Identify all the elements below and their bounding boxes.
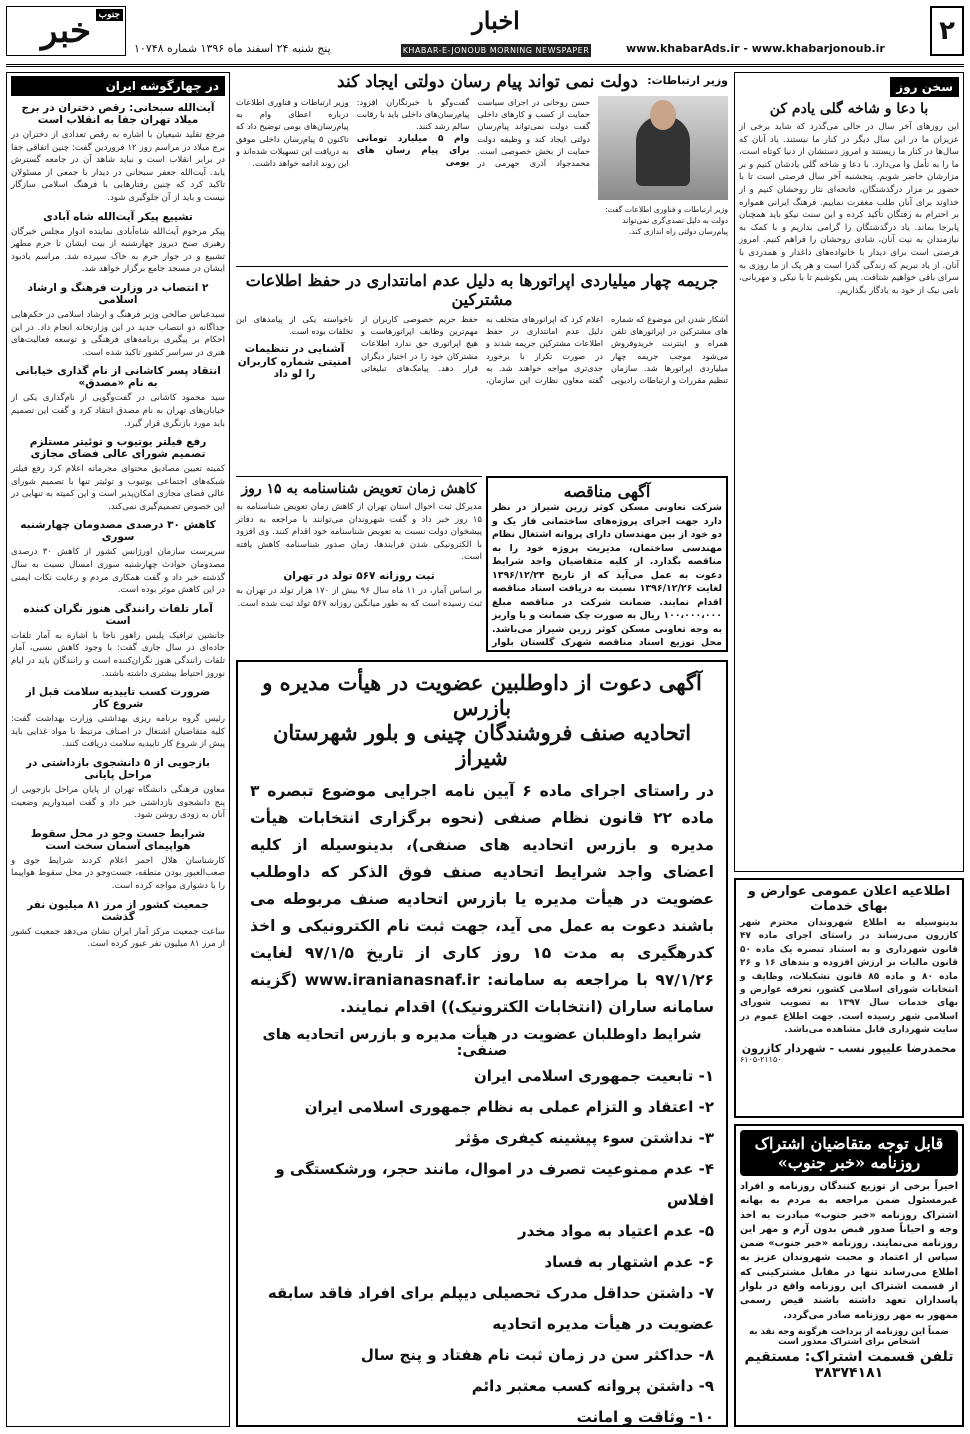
brief-headline[interactable]: آیت‌الله سبحانی: رقص دختران در برج میلاد تهران جفا به انقلاب است bbox=[21, 102, 215, 126]
brief-text: معاون فرهنگی دانشگاه تهران از پایان مراحل بازجویی از پنج دانشجوی بازداشتی خبر داد و گفت امیدواریم وضعیت آنان به زودی روشن شود. bbox=[11, 785, 225, 821]
page-number: ۲ bbox=[930, 6, 964, 56]
masthead-divider bbox=[6, 64, 964, 68]
notice-title: اطلاعیه اعلان عمومی عوارض و بهای خدمات bbox=[747, 884, 951, 914]
brief-headline[interactable]: آمار تلفات رانندگی هنوز نگران کننده است bbox=[23, 602, 213, 627]
person-figure bbox=[636, 116, 690, 186]
notice-text: بدینوسیله به اطلاع شهروندان محترم شهر کازرون می‌رساند در راستای اجرای ماده ۴۷ قانون شهرداری و به استناد تبصره یک ماده ۵۰ قانون مالیات بر ارزش افزوده و بندهای ۱۶ و ۲۶ ماده ۸۰ و ماده ۸۵ قانون تشکیلات، وظایف و انتخابات شورای اسلامی کشور، تعرفه عوارض و بهای خدمات سال ۱۳۹۷ به تصویب شورای اسلامی شهر رسیده است. جهت اطلاع عموم در سایت شهرداری قابل مشاهده می‌باشد. bbox=[740, 918, 958, 1036]
condition-item: ۱- تابعیت جمهوری اسلامی ایران bbox=[474, 1067, 714, 1085]
condition-item: ۹- داشتن پروانه کسب معتبر دائم bbox=[471, 1377, 714, 1395]
conditions-list bbox=[250, 1061, 714, 1427]
conditions-heading: شرایط داوطلبان عضویت در هیأت مدیره و بازرس اتحادیه های صنفی: bbox=[262, 1027, 702, 1059]
subscription-banner: قابل توجه متقاضیان اشتراک روزنامه «خبر جنوب» bbox=[740, 1130, 958, 1176]
condition-item: ۱۰- وثاقت و امانت bbox=[576, 1408, 714, 1426]
brief-headline[interactable]: بازجویی از ۵ دانشجوی بازداشتی در مراحل پایانی bbox=[26, 757, 210, 781]
brief-text: جانشین ترافیک پلیس راهور ناجا با اشاره به آمار تلفات جاده‌ای در سال جاری گفت: با وجود کاهش نسبی، آمار تلفات رانندگی هنوز نگران‌کننده است و رانندگان باید در ایام نوروز احتیاط بیشتری داشته باشند. bbox=[11, 630, 225, 679]
id-card-story bbox=[236, 476, 482, 652]
notice-signature: محمدرضا علیپور نسب - شهردار کازرون bbox=[741, 1041, 957, 1055]
editorial-title: سخن روز bbox=[890, 77, 959, 97]
brief-headline[interactable]: کاهش ۳۰ درصدی مصدومان چهارشنبه سوری bbox=[20, 519, 216, 544]
logo-sub: جنوب bbox=[96, 9, 123, 21]
brief-headline[interactable]: ۲ انتصاب در وزارت فرهنگ و ارشاد اسلامی bbox=[27, 281, 209, 306]
subscription-notice bbox=[734, 1124, 964, 1427]
brief-text: سرپرست سازمان اورژانس کشور از کاهش ۳۰ درصدی مصدومان حوادث چهارشنبه سوری امسال نسبت به سال گذشته خبر داد و گفت همکاری مردم و رعایت نکات ایمنی در این کاهش موثر بوده است. bbox=[11, 547, 226, 596]
lead-story bbox=[236, 72, 728, 262]
brief-text: کمیته تعیین مصادیق محتوای مجرمانه اعلام کرد رفع فیلتر شبکه‌های اجتماعی یوتیوب و توئیتر تنها با تصمیم شورای عالی فضای مجازی امکان‌پذیر است و این کمیته به تنهایی در این خصوص تصمیم‌گیری نمی‌کند. bbox=[11, 464, 225, 512]
operators-text: آشکار شدن این موضوع که شماره های مشترکین در اپراتورهای تلفن همراه و اینترنت خریدوفروش می‌شود موجب جریمه چهار میلیاردی اپراتورها شد. سازمان تنظیم مقررات و ارتباطات رادیویی اعلام کرد که اپراتورهای متخلف به دلیل عدم امانتداری در حفظ اطلاعات مشترکین جریمه شدند و در صورت تکرار با برخورد جدی‌تری مواجه خواهند شد. به گفته معاون نظارت این سازمان، حفظ حریم خصوصی کاربران از مهم‌ترین وظایف اپراتورهاست و هیچ اپراتوری حق ندارد اطلاعات مشترکان خود را در اختیار دیگران قرار دهد. پیامک‌های تبلیغاتی ناخواسته یکی از پیامدهای این تخلفات بوده است. bbox=[236, 314, 728, 386]
id-card-text: مدیرکل ثبت احوال استان تهران از کاهش زمان تعویض شناسنامه به ۱۵ روز خبر داد و گفت شهروندان می‌توانند با مراجعه به دفاتر پیشخوان دولت نسبت به تعویض شناسنامه خود اقدام کنند. وی افزود با الکترونیکی شدن فرایندها، زمان صدور شناسنامه کاهش یافته است. bbox=[236, 502, 482, 563]
election-ad-title: آگهی دعوت از داوطلبین عضویت در هیأت مدیره و بازرس bbox=[262, 670, 702, 720]
briefs-title: در چهارگوشه ایران bbox=[11, 76, 225, 96]
lead-headline[interactable]: دولت نمی تواند پیام رسان دولتی ایجاد کند bbox=[337, 72, 638, 92]
registration-url-link[interactable]: www.iranianasnaf.ir bbox=[304, 971, 480, 989]
condition-item: ۵- عدم اعتیاد به مواد مخدر bbox=[517, 1222, 714, 1240]
tender-text: شرکت تعاونی مسکن کوثر زرین شیراز در نظر دارد جهت اجرای پروژه‌های ساختمانی فاز یک و دو خود از بین مهندسان دارای پروانه اشتغال نظام مهندسی ساختمان، مدیریت پروژه خود را به مناقصه بگذارد. از کلیه متقاضیان واجد شرایط دعوت به عمل می‌آید که از تاریخ ۱۳۹۶/۱۲/۲۴ لغایت ۱۳۹۶/۱۲/۲۶ نسبت به دریافت اسناد مناقصه اقدام نمایند. ضمانت شرکت در مناقصه مبلغ ۱۰۰،۰۰۰،۰۰۰ ریال به صورت چک ضمانت و یا واریز به وجه تعاونی مسکن کوثر زرین شیراز می‌باشد. محل توزیع اسناد مناقصه شهرک گلستان بلوار bbox=[492, 502, 722, 648]
lead-subhead: وام ۵ میلیارد تومانی برای پیام رسان های بومی bbox=[356, 133, 470, 169]
brief-headline[interactable]: شرایط جست وجو در محل سقوط هواپیمای آسمان سخت است bbox=[30, 827, 206, 852]
brief-headline[interactable]: انتقاد پسر کاشانی از نام گذاری خیابانی به نام «مصدق» bbox=[15, 365, 221, 390]
births-text: بر اساس آمار، در ۱۱ ماه سال ۹۶ بیش از ۱۷۰ هزار تولد در تهران به ثبت رسیده است که به طور میانگین روزانه ۵۶۷ تولد ثبت شده است. bbox=[236, 585, 482, 609]
logo-text: خبر bbox=[40, 11, 92, 51]
section-title: اخبار bbox=[472, 6, 520, 35]
operators-fine-story bbox=[236, 266, 728, 472]
notice-code: ۶۱۰۵-۲۱۱۵۰ bbox=[740, 1054, 782, 1064]
election-ad bbox=[236, 660, 728, 1427]
operators-headline[interactable]: جریمه چهار میلیاردی اپراتورها به دلیل عدم امانتداری در حفظ اطلاعات مشترکین bbox=[245, 271, 719, 309]
website-link[interactable]: www.khabarAds.ir - www.khabarjonoub.ir bbox=[626, 42, 885, 55]
brief-text: کارشناسان هلال احمر اعلام کردند شرایط جوی و صعب‌العبور بودن منطقه، جست‌وجو در محل سقوط هواپیما را با دشواری مواجه کرده است. bbox=[11, 855, 225, 891]
subscription-text: اخیراً برخی از توزیع کنندگان روزنامه و افراد غیرمسئول ضمن مراجعه به مردم به بهانه اشتراک روزنامه «خبر جنوب» مبادرت به اخذ وجه و احیاناً صدور قبض بدون آرم و مهر این روزنامه می‌نمایند. روزنامه «خبر جنوب» ضمن سپاس از اعتماد و محبت شهروندان عزیز به اطلاع می‌رساند تنها در مقابل مشترکینی که از قسمت اشتراک این روزنامه واقع در بلوار پاسداران تعهد داشته باشند قیض رسمی ممهور به مهر روزنامه صادر می‌گردد. bbox=[740, 1181, 958, 1321]
election-ad-text: در راستای اجرای ماده ۶ آیین نامه اجرایی موضوع تبصره ۳ ماده ۲۲ قانون نظام صنفی (نحوه برگزاری انتخابات هیأت مدیره و بازرس اتحادیه های صنفی)، بدینوسیله از کلیه اعضای واجد شرایط اتحادیه صنف فوق الذکر که داوطلب عضویت در هیأت مدیره یا بازرس اتحادیه صنف مربوطه می باشند دعوت به عمل می آید، جهت ثبت نام الکترونیکی و اخذ کدرهگیری به مدت ۱۵ روز کاری از تاریخ ۹۷/۱/۵ لغایت ۹۷/۱/۲۶ با مراجعه به سامانه: bbox=[250, 782, 714, 989]
brief-text: رئیس گروه برنامه ریزی بهداشتی وزارت بهداشت گفت: کلیه متقاضیان اشتغال در اصناف مرتبط با مواد غذایی باید پیش از شروع کار تاییدیه سلامت دریافت کنند. bbox=[11, 714, 225, 750]
brief-text: سید محمود کاشانی در گفت‌وگویی از نام‌گذاری یکی از خیابان‌های تهران به نام مصدق انتقاد کرد و گفت این تصمیم باید مورد بازنگری قرار گیرد. bbox=[11, 393, 225, 429]
id-card-headline[interactable]: کاهش زمان تعویض شناسنامه به ۱۵ روز bbox=[241, 481, 477, 497]
subscription-phone[interactable]: تلفن قسمت اشتراک: مستقیم ۳۸۳۷۴۱۸۱ bbox=[744, 1348, 954, 1381]
condition-item: ۲- اعتقاد و التزام عملی به نظام جمهوری اسلامی ایران bbox=[304, 1098, 714, 1116]
condition-item: ۴- عدم ممنوعیت تصرف در اموال، مانند حجر، ورشکستگی و افلاس bbox=[275, 1160, 714, 1209]
brief-headline[interactable]: ضرورت کسب تاییدیه سلامت قبل از شروع کار bbox=[25, 686, 211, 711]
brief-text: ساعت جمعیت مرکز آمار ایران نشان می‌دهد جمعیت کشور از مرز ۸۱ میلیون نفر عبور کرده است. bbox=[11, 926, 225, 950]
brief-text: مرجع تقلید شیعیان با اشاره به رقص تعدادی از دختران در برج میلاد در مراسم روز ۱۲ فروردین گفت: چنین اتفاقی جفا در برابر انقلاب است و نباید شاهد آن در جامعه گسترش یابد. آیت‌الله جعفر سبحانی در دیدار با جمعی از مسئولان تاکید کرد که چنین رفتارهایی با فرهنگ اسلامی سازگار نیست و باید از آن جلوگیری شود. bbox=[11, 130, 225, 203]
masthead bbox=[6, 6, 964, 64]
brief-text: پیکر مرحوم آیت‌الله شاه‌آبادی نماینده ادوار مجلس خبرگان رهبری صبح دیروز چهارشنبه از بیت ایشان تا حرم مطهر تشییع و در جوار حرم به خاک سپرده شد. مراسم یادبود ایشان در مسجد جامع برگزار خواهد شد. bbox=[11, 226, 225, 275]
election-ad-subtitle: اتحادیه صنف فروشندگان چینی و بلور شهرستان شیراز bbox=[272, 720, 692, 770]
lead-kicker: وزیر ارتباطات: bbox=[647, 74, 728, 87]
masthead-tagline: KHABAR-E-JONOUB MORNING NEWSPAPER bbox=[402, 46, 590, 55]
lead-text: حسن روحانی در اجرای سیاست حمایت از کسب و کارهای داخلی گفت دولت نمی‌تواند پیام‌رسان دولتی ایجاد کند و وظیفه دولت حمایت از بخش خصوصی است. محمدجواد آذری جهرمی در گفت‌وگو با خبرنگاران افزود: پیام‌رسان‌های داخلی باید با رقابت سالم رشد کنند. bbox=[356, 97, 590, 169]
lead-body bbox=[236, 96, 590, 256]
brief-headline[interactable]: تشییع پیکر آیت‌الله شاه آبادی bbox=[43, 210, 193, 223]
operators-subhead: آشنایی در تنظیمات امنیتی شماره کاربران را لو داد bbox=[237, 343, 352, 380]
condition-item: ۶- عدم اشتهار به فساد bbox=[544, 1253, 714, 1271]
brief-text: سیدعباس صالحی وزیر فرهنگ و ارشاد اسلامی در حکم‌هایی جداگانه دو انتصاب جدید در این وزارتخانه انجام داد. در این احکام بر پیگیری برنامه‌های فرهنگی و توسعه فعالیت‌های هنری در سراسر کشور تاکید شده است. bbox=[11, 309, 225, 358]
lead-text-2: وزیر ارتباطات و فناوری اطلاعات درباره اعطای وام به پیام‌رسان‌های بومی توضیح داد که تاکنون ۵ پیام‌رسان داخلی موفق به دریافت این تسهیلات شده‌اند و این روند ادامه خواهد داشت. bbox=[236, 97, 349, 169]
minister-photo bbox=[598, 96, 728, 200]
brief-headline[interactable]: رفع فیلتر یوتیوب و توئیتر مستلزم تصمیم شورای عالی فضای مجازی bbox=[29, 436, 207, 461]
subscription-footer: ضمناً این روزنامه از پرداخت هرگونه وجه نقد به اشخاص برای اشتراک معذور است bbox=[749, 1326, 949, 1347]
brief-headline[interactable]: جمعیت کشور از مرز ۸۱ میلیون نفر گذشت bbox=[27, 898, 209, 923]
tender-ad bbox=[486, 476, 728, 652]
editorial-text: این روزهای آخر سال در حالی می‌گذرد که شاید برخی از عزیزان ما در این سال دیگر در کنار ما نیستند. یاد آنان که سال‌ها در کنار ما زیستند و امروز دستشان از دنیا کوتاه است، ما را به تأمل وا می‌دارد. با دعا و شاخه گلی یادشان کنیم و بر مزارشان حاضر شویم. پنجشنبه آخر سال فرصتی است تا با حضور بر مزار درگذشتگان، فاتحه‌ای نثار روحشان کنیم و از خداوند برای آنان طلب مغفرت نماییم. فرهنگ ایرانی همواره بر احترام به رفتگان تأکید کرده و این سنت نیکو باید همچنان پابرجا بماند. یاد درگذشتگان را گرامی بداریم و با کمک به نیازمندان به نیت آنان، شادی روحشان را فراهم کنیم. امروز فرصتی است برای دیدار با خانواده‌های داغدار و همدردی با آنان. از یاد نبریم که زندگی گذرا است و هر یک از ما روزی به سرای باقی خواهیم شتافت. پس بکوشیم تا با نیکی و مهربانی، نامی نیک از خود به یادگار بگذاریم. bbox=[739, 122, 959, 296]
condition-item: ۷- داشتن حداقل مدرک تحصیلی دیپلم برای افراد فاقد سابقه عضویت در هیأت مدیره اتحادیه bbox=[267, 1284, 714, 1333]
condition-item: ۳- نداشتن سوء پیشینه کیفری مؤثر bbox=[456, 1129, 714, 1147]
editorial-column bbox=[734, 72, 964, 872]
news-briefs-column bbox=[6, 72, 230, 1427]
public-notice bbox=[734, 878, 964, 1118]
issue-dateline: پنج شنبه ۲۴ اسفند ماه ۱۳۹۶ شماره ۱۰۷۴۸ bbox=[134, 42, 331, 55]
tender-title: آگهی مناقصه bbox=[563, 482, 651, 501]
newspaper-logo[interactable] bbox=[6, 6, 126, 56]
births-subhead: ثبت روزانه ۵۶۷ تولد در تهران bbox=[283, 569, 435, 582]
election-ad-text-2: (گزینه سامانه ساران (انتخابات الکترونیک)) اقدام نمایند. bbox=[250, 971, 714, 1016]
editorial-subhead: با دعا و شاخه گلی یادم کن bbox=[769, 101, 929, 117]
election-ad-body bbox=[250, 778, 714, 1021]
photo-caption: وزیر ارتباطات و فناوری اطلاعات گفت: دولت به دلیل تصدی‌گری نمی‌تواند پیام‌رسان دولتی راه اندازی کند. bbox=[604, 205, 728, 236]
condition-item: ۸- حداکثر سن در زمان ثبت نام هفتاد و پنج سال bbox=[360, 1346, 714, 1364]
operators-body bbox=[236, 313, 728, 483]
